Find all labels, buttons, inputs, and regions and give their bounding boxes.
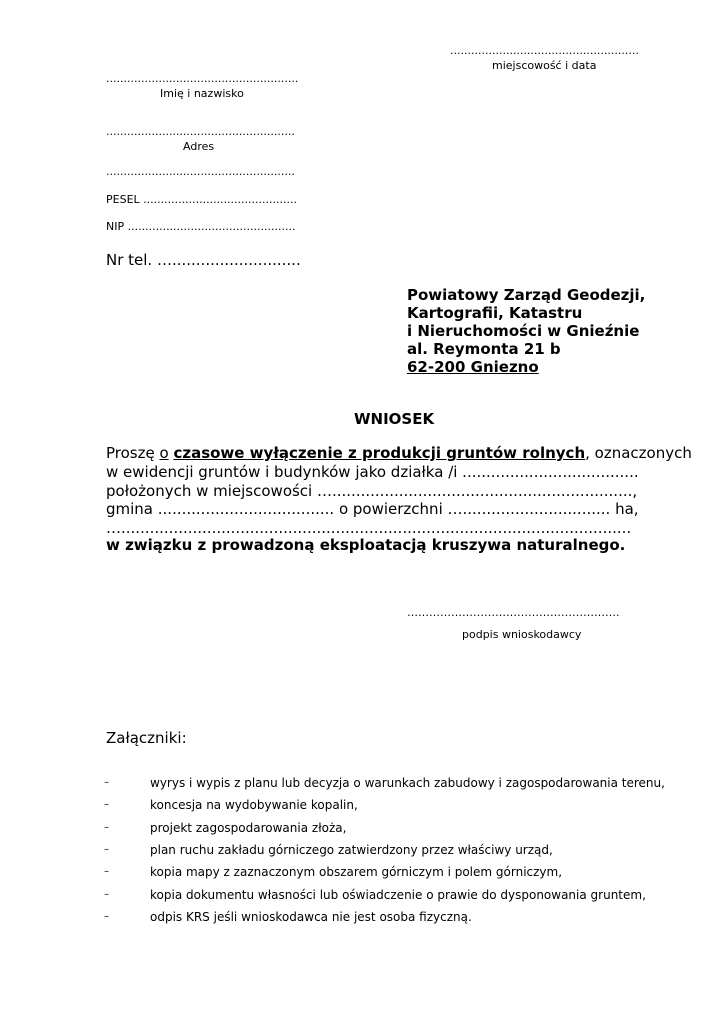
address-dots[interactable]: ...................................................... (106, 125, 295, 138)
list-item-text: kopia mapy z zaznaczonym obszarem górniczym i polem górniczym, (150, 865, 563, 879)
address-label: Adres (183, 140, 215, 153)
recipient-line-1: Powiatowy Zarząd Geodezji, (407, 286, 646, 304)
recipient-line-3: i Nieruchomości w Gnieźnie (407, 322, 640, 340)
name-label: Imię i nazwisko (160, 87, 244, 100)
list-item-text: kopia dokumentu własności lub oświadczenie o prawie do dysponowania gruntem, (150, 888, 646, 902)
list-item-text: wyrys i wypis z planu lub decyzja o warunkach zabudowy i zagospodarowania terenu, (150, 776, 665, 790)
list-dash: – (104, 866, 109, 877)
list-dash: – (104, 889, 109, 900)
list-dash: – (104, 777, 109, 788)
list-item-text: plan ruchu zakładu górniczego zatwierdzony przez właściwy urząd, (150, 843, 553, 857)
address-dots-second[interactable]: ...................................................... (106, 165, 295, 178)
body-line-2[interactable]: w ewidencji gruntów i budynków jako działka /i ..................................... (106, 463, 639, 481)
recipient-line-4: al. Reymonta 21 b (407, 340, 561, 358)
list-item-text: koncesja na wydobywanie kopalin, (150, 798, 358, 812)
recipient-line-5: 62-200 Gniezno (407, 358, 539, 376)
body-line-3[interactable]: położonych w miejscowości …..............................................................., (106, 482, 638, 500)
signature-dots[interactable]: …………………………………………………. (407, 606, 620, 619)
body-line-6: w związku z prowadzoną eksploatacją kruszywa naturalnego. (106, 536, 626, 554)
signature-label: podpis wnioskodawcy (462, 628, 582, 641)
body-line-5[interactable]: …........................................................................................................... (106, 519, 632, 537)
place-date-label: miejscowość i data (492, 59, 597, 72)
list-item-text: odpis KRS jeśli wnioskodawca nie jest osoba fizyczną. (150, 910, 472, 924)
list-dash: – (104, 822, 109, 833)
attachments-heading: Załączniki: (106, 729, 187, 747)
body-line-1-end: , oznaczonych (585, 444, 692, 462)
body-line-1 (106, 444, 692, 462)
document-title: WNIOSEK (354, 410, 435, 428)
place-date-dots[interactable]: ...................................................... (450, 44, 639, 57)
body-line-1-o: o (159, 444, 169, 462)
recipient-line-2: Kartografii, Katastru (407, 304, 583, 322)
body-line-1-start: Proszę (106, 444, 160, 462)
nip-field[interactable]: NIP ................................................ (106, 220, 296, 233)
name-dots[interactable]: ....................................................... (106, 72, 299, 85)
pesel-field[interactable]: PESEL ............................................ (106, 193, 297, 206)
list-dash: – (104, 911, 109, 922)
phone-field[interactable]: Nr tel. …........................... (106, 251, 301, 269)
list-dash: – (104, 799, 109, 810)
body-line-1-emphasis: czasowe wyłączenie z produkcji gruntów rolnych (173, 444, 586, 462)
list-dash: – (104, 844, 109, 855)
body-line-4[interactable]: gmina ..................................... o powierzchni …............................... ha, (106, 500, 639, 518)
list-item-text: projekt zagospodarowania złoża, (150, 821, 347, 835)
